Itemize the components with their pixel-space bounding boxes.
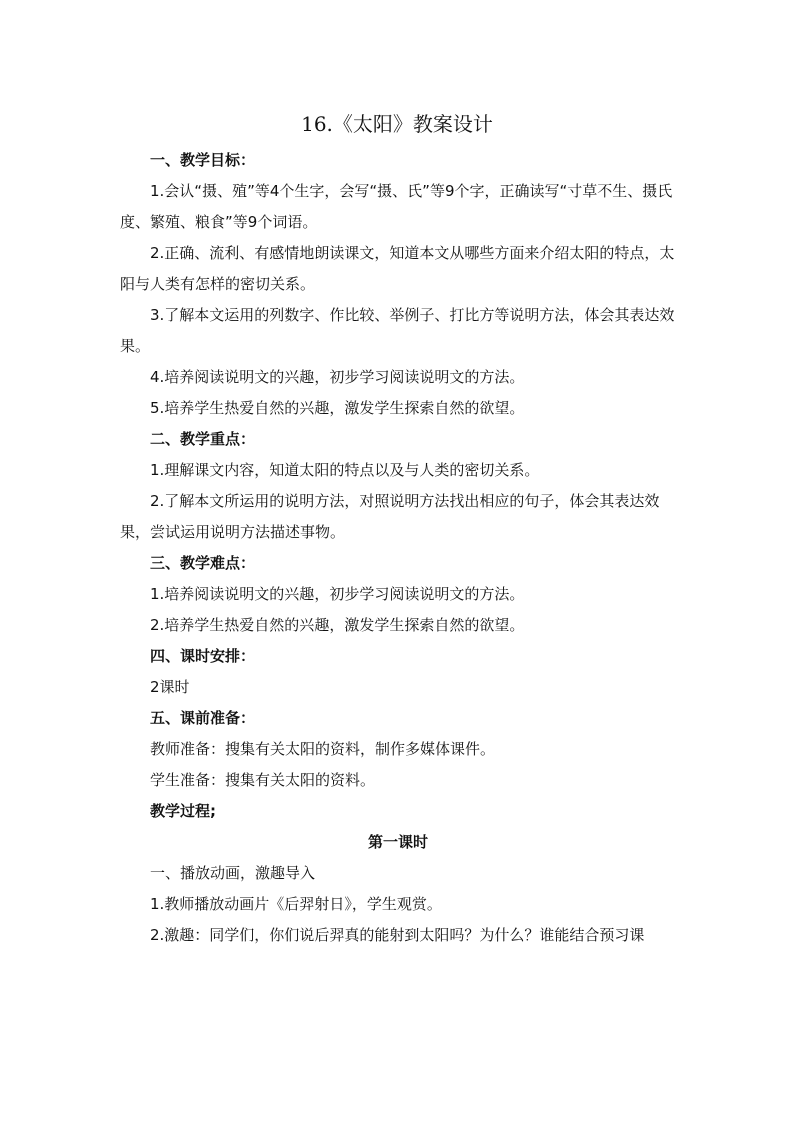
goal-item: 3.了解本文运用的列数字、作比较、举例子、打比方等说明方法，体会其表达效果。 [120, 306, 675, 355]
difficulty-item: 1.培养阅读说明文的兴趣，初步学习阅读说明文的方法。 [150, 585, 525, 603]
document-body [120, 145, 676, 951]
lesson-step: 2.激趣：同学们，你们说后羿真的能射到太阳吗？为什么？谁能结合预习课 [150, 926, 645, 944]
preparation-item: 教师准备：搜集有关太阳的资料，制作多媒体课件。 [150, 740, 496, 758]
goal-item: 1.会认“摄、殖”等4个生字，会写“摄、氏”等9个字，正确读写“寸草不生、摄氏度、繁殖、粮食”等9个词语。 [120, 182, 673, 231]
section-heading-preparation: 五、课前准备： [150, 709, 256, 727]
lesson-title: 第一课时 [367, 833, 428, 851]
section-heading-process: 教学过程; [150, 802, 216, 820]
difficulty-item: 2.培养学生热爱自然的兴趣，激发学生探索自然的欲望。 [150, 616, 525, 634]
section-heading-key-points: 二、教学重点： [150, 430, 256, 448]
document-title: 16.《太阳》教案设计 [301, 112, 493, 136]
key-point-item: 2.了解本文所运用的说明方法，对照说明方法找出相应的句子，体会其表达效果，尝试运用说明方法描述事物。 [120, 492, 660, 541]
key-point-item: 1.理解课文内容，知道太阳的特点以及与人类的密切关系。 [150, 461, 540, 479]
schedule-text: 2课时 [150, 678, 190, 696]
preparation-item: 学生准备：搜集有关太阳的资料。 [150, 771, 376, 789]
section-heading-goals: 一、教学目标： [150, 151, 256, 169]
lesson-step: 一、播放动画，激趣导入 [150, 864, 316, 882]
section-heading-difficulties: 三、教学难点： [150, 554, 256, 572]
goal-item: 2.正确、流利、有感情地朗读课文，知道本文从哪些方面来介绍太阳的特点，太阳与人类有怎样的密切关系。 [120, 244, 675, 293]
section-heading-schedule: 四、课时安排： [150, 647, 256, 665]
goal-item: 4.培养阅读说明文的兴趣，初步学习阅读说明文的方法。 [150, 368, 525, 386]
goal-item: 5.培养学生热爱自然的兴趣，激发学生探索自然的欲望。 [150, 399, 525, 417]
lesson-step: 1.教师播放动画片《后羿射日》，学生观赏。 [150, 895, 442, 913]
